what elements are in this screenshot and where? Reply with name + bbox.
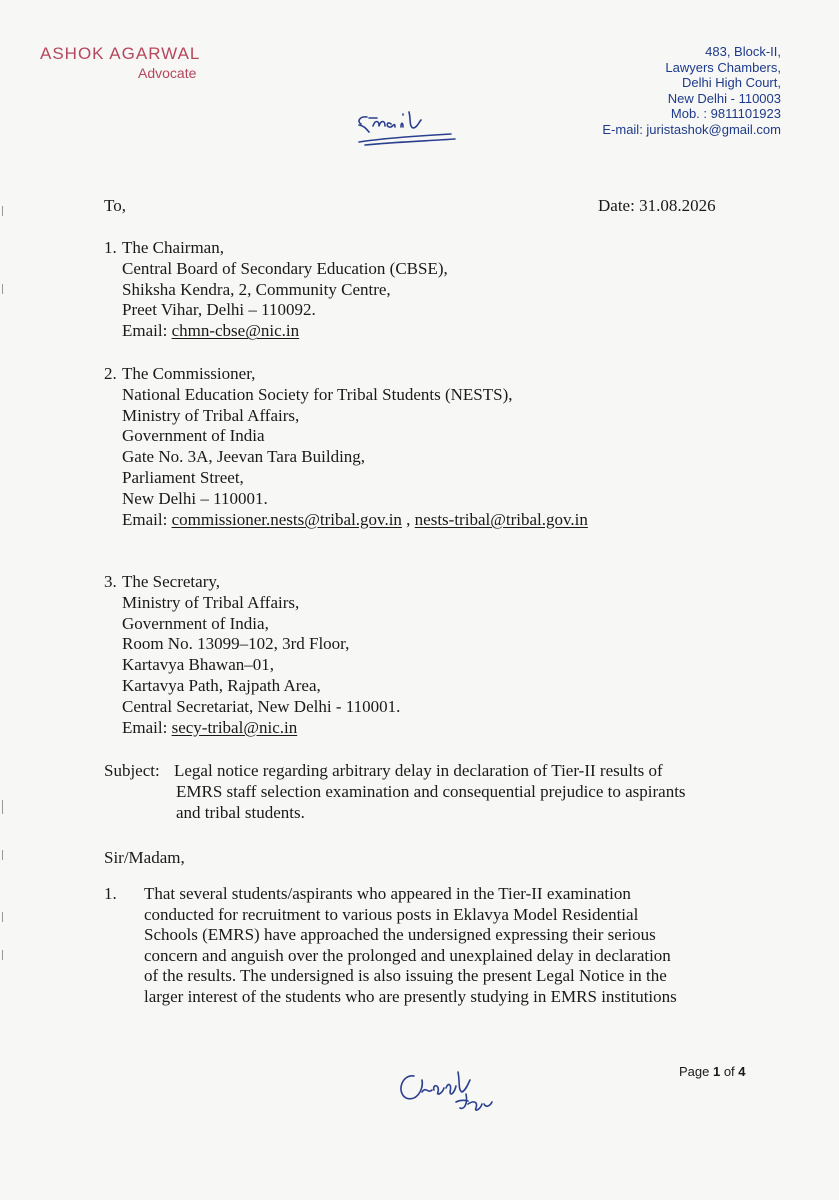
address-line: 483, Block-II,	[705, 44, 781, 59]
edge-mark	[2, 206, 3, 216]
recipient-line: Government of India	[122, 426, 265, 446]
subject-line: Legal notice regarding arbitrary delay in declaration of Tier-II results of	[174, 761, 663, 780]
recipient-line: New Delhi – 110001.	[122, 488, 268, 508]
salutation: Sir/Madam,	[104, 848, 185, 867]
recipient-line: Government of India,	[122, 613, 269, 633]
recipient-line: The Chairman,	[122, 238, 224, 257]
page-number	[679, 1064, 746, 1079]
email-link[interactable]: nests-tribal@tribal.gov.in	[414, 509, 588, 529]
handwritten-signature-mark	[394, 1062, 514, 1124]
recipient-email-line	[122, 510, 588, 531]
phone-line: Mob. : 9811101923	[670, 106, 781, 121]
address-line: Delhi High Court,	[682, 75, 781, 90]
edge-mark	[2, 912, 3, 922]
recipient-line: Ministry of Tribal Affairs,	[122, 405, 300, 425]
letterhead-address	[602, 44, 781, 137]
letterhead-left	[40, 44, 200, 82]
letter-date: Date: 31.08.2026	[598, 196, 716, 215]
email-link[interactable]: commissioner.nests@tribal.gov.in	[171, 509, 402, 529]
recipient-number: 2.	[104, 364, 117, 383]
subject-line: and tribal students.	[176, 803, 305, 822]
recipient-line: The Secretary,	[122, 572, 221, 591]
recipient-line: Shiksha Kendra, 2, Community Centre,	[122, 279, 391, 299]
paragraph-line: That several students/aspirants who appeared in the Tier-II examination	[144, 884, 631, 903]
paragraph-line: of the results. The undersigned is also issuing the present Legal Notice in the	[144, 966, 667, 986]
recipient-number: 1.	[104, 238, 117, 257]
signature	[394, 1062, 514, 1129]
paragraph-number: 1.	[104, 884, 117, 903]
subject-line: EMRS staff selection examination and consequential prejudice to aspirants	[176, 782, 686, 801]
recipient-line: Room No. 13099–102, 3rd Floor,	[122, 634, 350, 654]
paragraph-line: conducted for recruitment to various posts in Eklavya Model Residential	[144, 904, 639, 924]
subject-label: Subject:	[104, 761, 160, 780]
page-mid: of	[720, 1064, 739, 1079]
email-separator: ,	[401, 509, 415, 529]
edge-mark	[2, 800, 3, 814]
recipient-line: Central Board of Secondary Education (CBSE),	[122, 258, 448, 278]
recipient-line: Preet Vihar, Delhi – 110092.	[122, 300, 316, 320]
recipient-line: Gate No. 3A, Jeevan Tara Building,	[122, 447, 366, 467]
recipient-line: The Commissioner,	[122, 364, 256, 383]
to-label: To,	[104, 196, 126, 215]
page-prefix: Page	[679, 1064, 713, 1079]
recipient-number: 3.	[104, 572, 117, 591]
edge-mark	[2, 284, 3, 294]
recipient-line: Central Secretariat, New Delhi - 110001.	[122, 696, 401, 716]
email-label: Email:	[122, 509, 172, 529]
address-line: Lawyers Chambers,	[665, 59, 781, 75]
recipient-email-line	[122, 718, 400, 739]
recipient-line: Kartavya Bhawan–01,	[122, 655, 275, 675]
paragraph-line: Schools (EMRS) have approached the undersigned expressing their serious	[144, 925, 656, 945]
email-label: Email:	[122, 717, 172, 737]
edge-mark	[2, 850, 3, 860]
recipient-line: Parliament Street,	[122, 467, 244, 487]
recipient-email-line	[122, 321, 448, 342]
page-total: 4	[738, 1064, 746, 1079]
email-label: Email:	[122, 321, 172, 341]
advocate-title: Advocate	[138, 65, 197, 81]
paragraph-line: larger interest of the students who are presently studying in EMRS institutions	[144, 986, 677, 1006]
paragraph-line: concern and anguish over the prolonged and unexplained delay in declaration	[144, 945, 671, 965]
recipient-line: National Education Society for Tribal Students (NESTS),	[122, 384, 513, 404]
email-line: E-mail: juristashok@gmail.com	[602, 121, 781, 137]
recipient-line: Ministry of Tribal Affairs,	[122, 592, 300, 612]
advocate-name: ASHOK AGARWAL	[40, 44, 201, 63]
recipient-line: Kartavya Path, Rajpath Area,	[122, 675, 321, 695]
paragraph-text	[144, 884, 794, 1008]
address-line: New Delhi - 110003	[667, 90, 781, 106]
handwritten-email-note	[355, 108, 465, 159]
page-current: 1	[712, 1064, 721, 1079]
email-link[interactable]: secy-tribal@nic.in	[171, 717, 298, 737]
edge-mark	[2, 950, 3, 960]
handwritten-email-mark	[355, 108, 465, 154]
email-link[interactable]: chmn-cbse@nic.in	[171, 321, 300, 341]
subject-text	[174, 760, 794, 823]
